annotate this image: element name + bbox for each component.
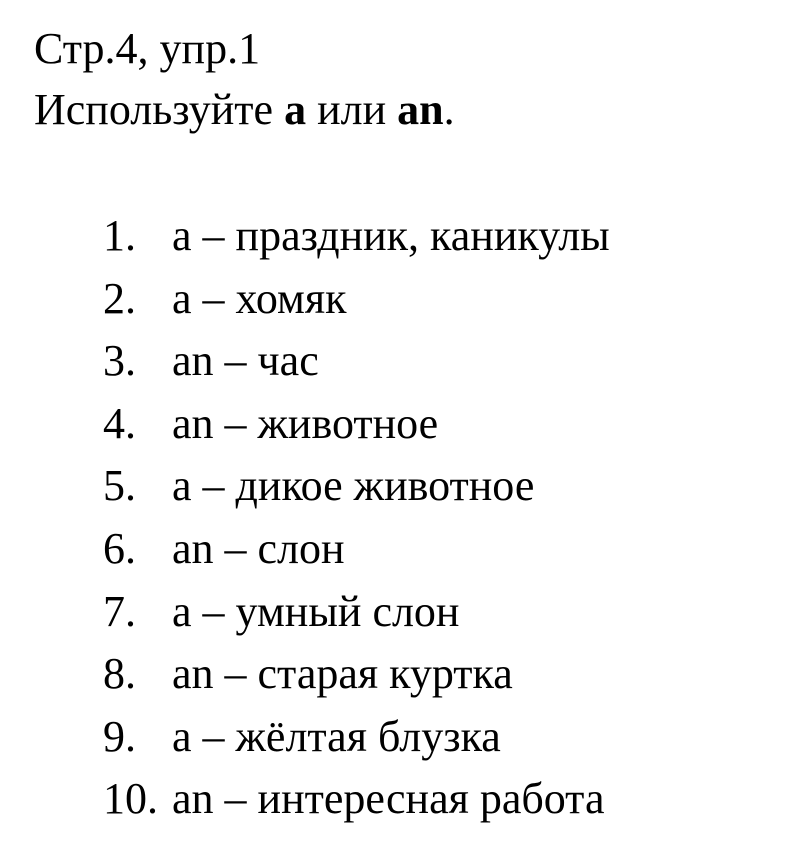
answer-item-2 bbox=[0, 273, 800, 340]
answer-item-9 bbox=[0, 711, 800, 778]
answer-item-3 bbox=[0, 336, 800, 402]
item-text: an – слон bbox=[172, 523, 345, 573]
answer-item-6 bbox=[0, 523, 800, 590]
item-text: an – животное bbox=[172, 398, 439, 448]
answer-item-7 bbox=[0, 586, 800, 653]
item-number: 7. bbox=[103, 586, 136, 636]
item-text: a – умный слон bbox=[172, 586, 460, 636]
answer-item-4 bbox=[0, 398, 800, 465]
item-text: a – праздник, каникулы bbox=[172, 211, 610, 260]
item-number: 2. bbox=[103, 273, 136, 323]
article-a: a bbox=[284, 85, 307, 134]
answer-list bbox=[0, 211, 800, 840]
item-number: 3. bbox=[103, 336, 136, 386]
item-text: a – жёлтая блузка bbox=[172, 711, 501, 761]
item-number: 6. bbox=[103, 523, 136, 573]
item-number: 8. bbox=[103, 649, 136, 699]
answer-item-8 bbox=[0, 649, 800, 715]
item-number: 9. bbox=[103, 711, 136, 761]
item-number: 1. bbox=[103, 211, 136, 260]
exercise-reference: Стр.4, упр.1 bbox=[34, 24, 261, 73]
answer-item-5 bbox=[0, 461, 800, 527]
item-number: 4. bbox=[103, 398, 136, 448]
item-text: an – старая куртка bbox=[172, 649, 513, 699]
item-text: a – хомяк bbox=[172, 273, 347, 323]
answer-item-10 bbox=[0, 774, 800, 840]
instruction-suffix: . bbox=[443, 85, 455, 134]
instruction-prefix: Используйте bbox=[34, 85, 285, 134]
item-text: an – интересная работа bbox=[172, 774, 605, 824]
answer-item-1 bbox=[0, 211, 800, 277]
article-an: an bbox=[397, 85, 444, 134]
exercise-instruction bbox=[34, 85, 455, 134]
item-text: a – дикое животное bbox=[172, 461, 535, 511]
item-number: 10. bbox=[103, 774, 158, 824]
instruction-or: или bbox=[306, 85, 398, 134]
item-number: 5. bbox=[103, 461, 136, 511]
item-text: an – час bbox=[172, 336, 319, 386]
